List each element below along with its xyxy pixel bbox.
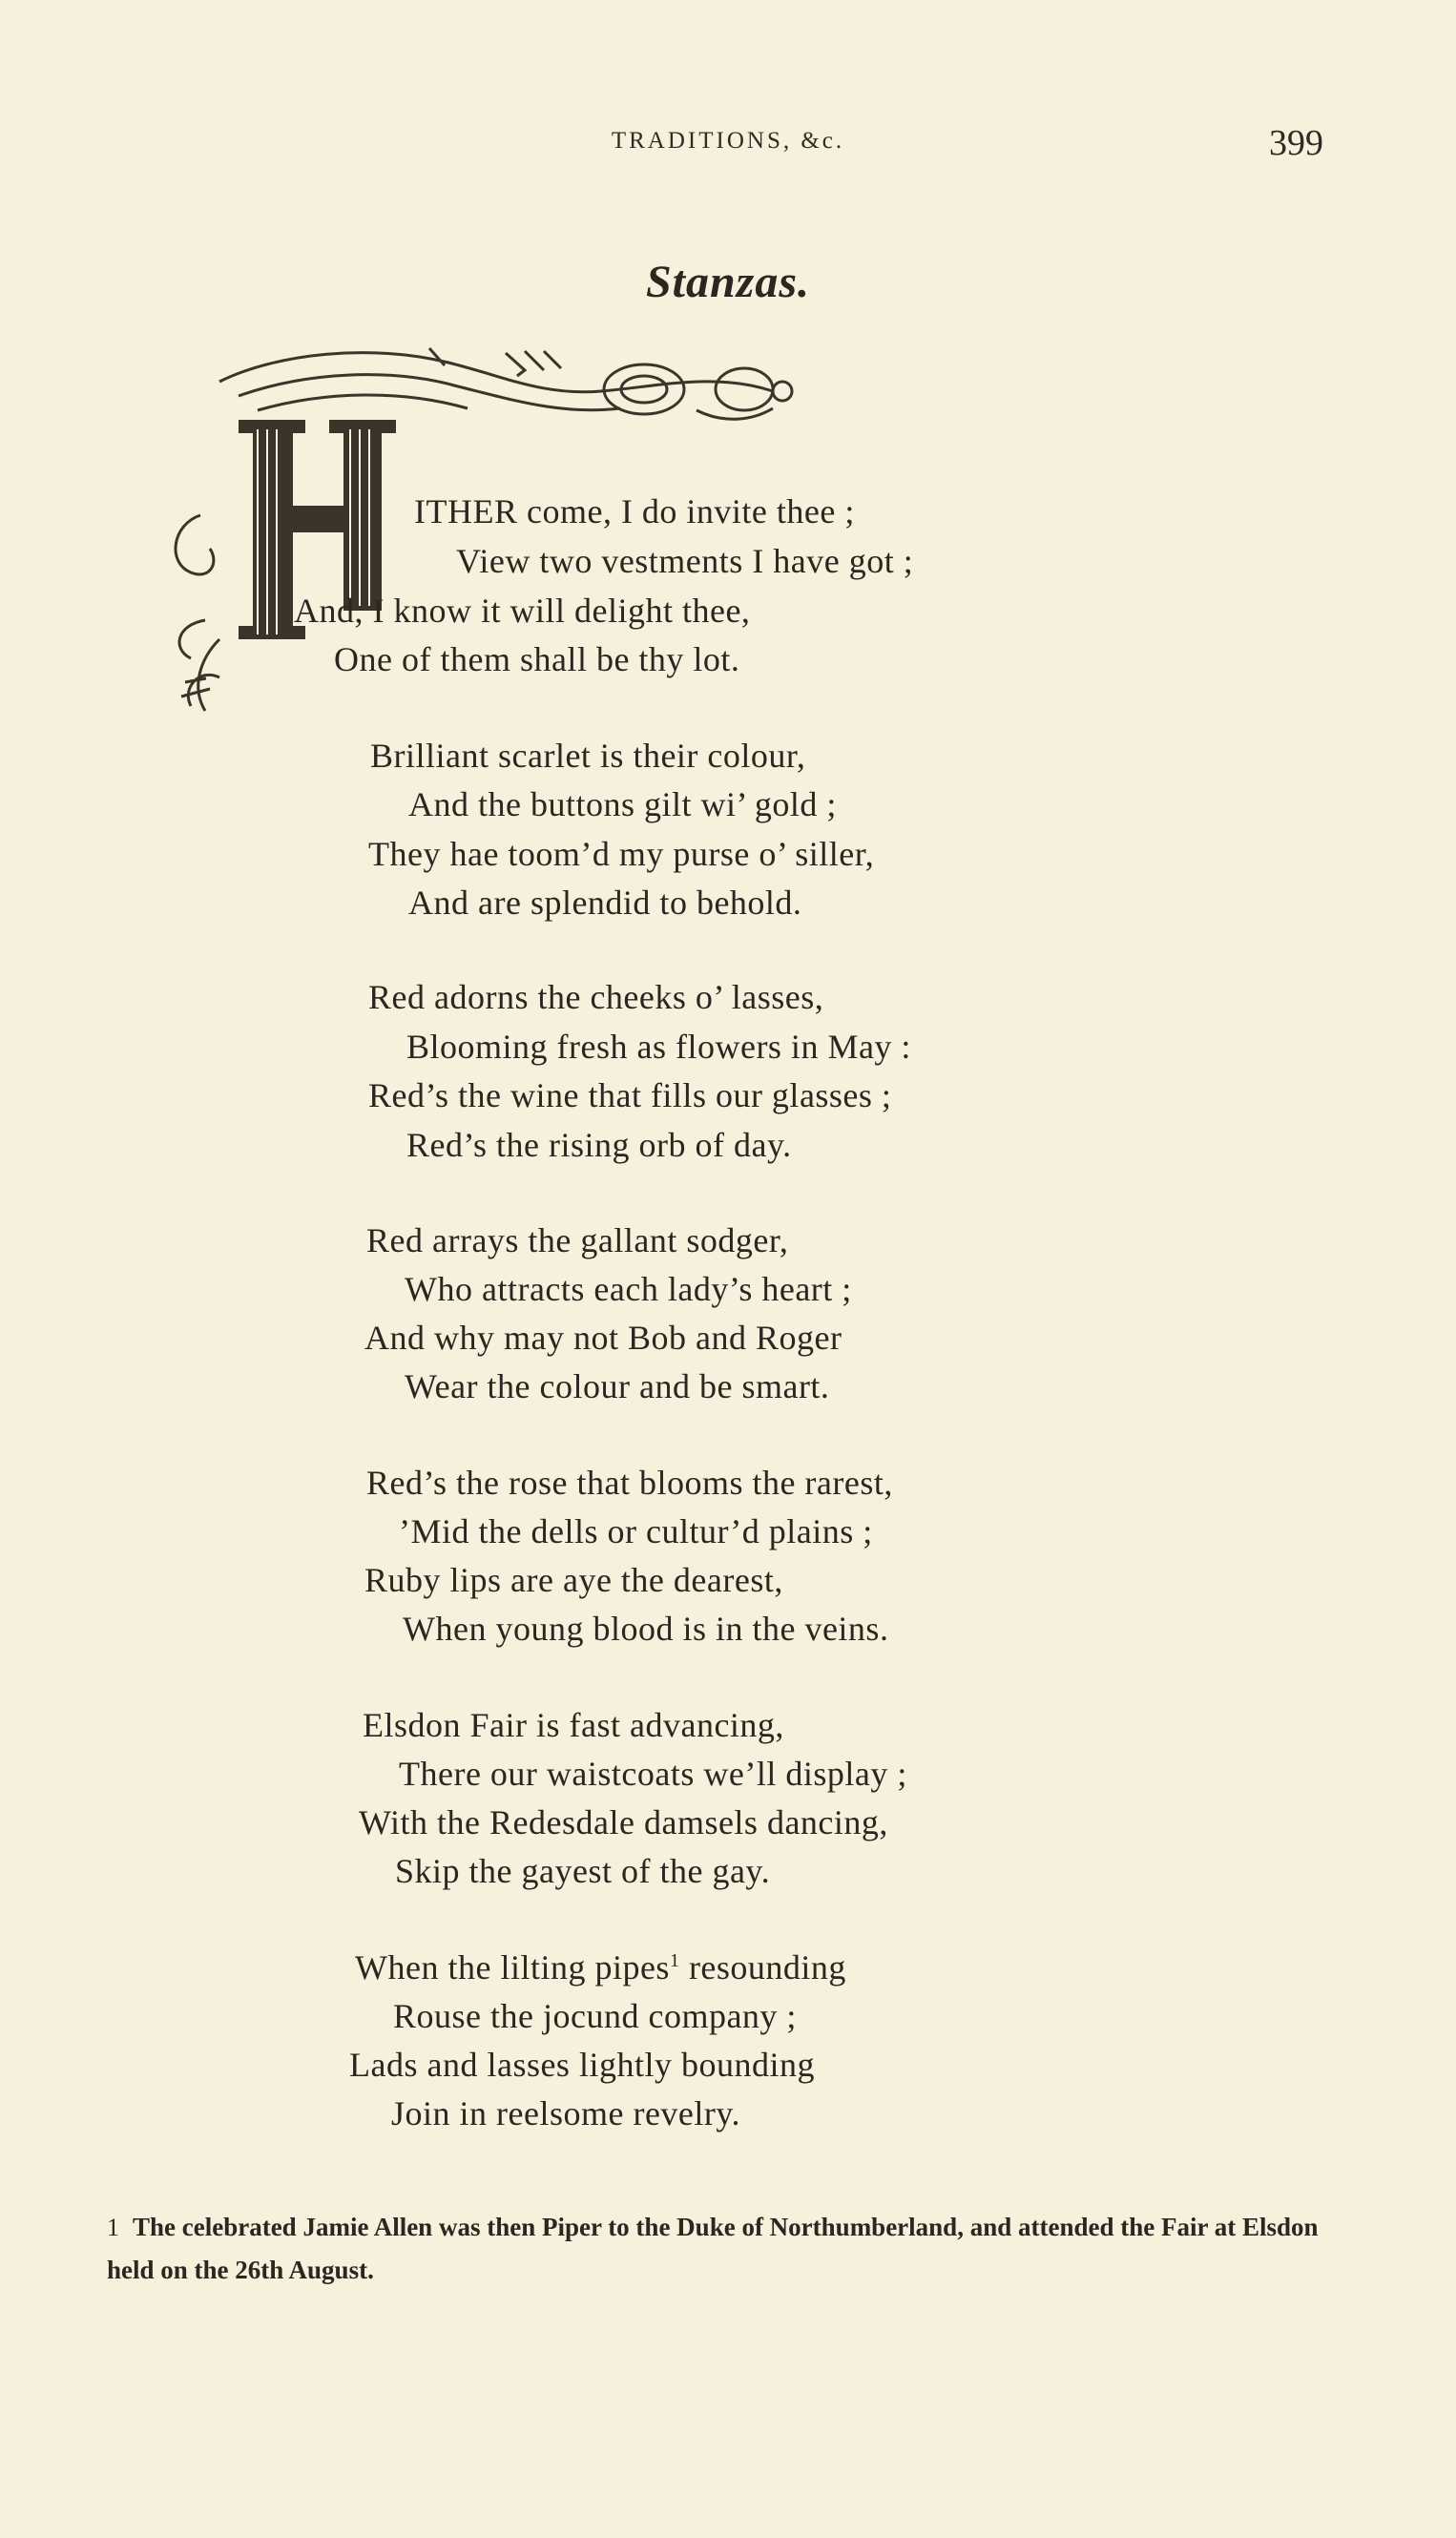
poem-line: One of them shall be thy lot.: [334, 640, 740, 678]
poem-line: Red adorns the cheeks o’ lasses,: [368, 978, 824, 1016]
poem-line: Join in reelsome revelry.: [391, 2094, 741, 2132]
poem-line: With the Redesdale damsels dancing,: [359, 1803, 888, 1841]
poem-line: Red’s the rose that blooms the rarest,: [366, 1464, 893, 1502]
poem-line: They hae toom’d my purse o’ siller,: [368, 835, 875, 873]
poem-line: Ruby lips are aye the dearest,: [364, 1561, 783, 1599]
poem-line: ’Mid the dells or cultur’d plains ;: [399, 1512, 873, 1550]
footnote: [107, 2206, 1319, 2291]
poem-line: [355, 1948, 846, 1987]
poem-line: Red’s the rising orb of day.: [406, 1126, 792, 1164]
poem-line: Red arrays the gallant sodger,: [366, 1221, 789, 1259]
footnote-reference[interactable]: 1: [669, 1950, 680, 1971]
poem-line: Red’s the wine that fills our glasses ;: [368, 1076, 892, 1114]
page-number: 399: [1269, 123, 1323, 163]
poem-line: And, I know it will delight thee,: [294, 592, 751, 630]
running-title: TRADITIONS, &c.: [611, 128, 845, 154]
poem-line: And the buttons gilt wi’ gold ;: [408, 785, 837, 823]
footnote-mark: 1: [107, 2214, 119, 2241]
poem-line: ITHER come, I do invite thee ;: [414, 492, 855, 530]
poem-line: Blooming fresh as flowers in May :: [406, 1028, 911, 1066]
poem-line: Rouse the jocund company ;: [393, 1997, 797, 2035]
poem-line: Lads and lasses lightly bounding: [349, 2046, 815, 2084]
poem-line-text: When the lilting pipes: [355, 1948, 670, 1987]
poem-line: Brilliant scarlet is their colour,: [370, 737, 806, 775]
poem-line: There our waistcoats we’ll display ;: [399, 1755, 907, 1793]
poem-line: Wear the colour and be smart.: [405, 1367, 830, 1405]
poem-line: When young blood is in the veins.: [403, 1610, 889, 1648]
poem-line-text: resounding: [679, 1948, 846, 1987]
poem-line: View two vestments I have got ;: [456, 542, 914, 580]
poem-title: Stanzas.: [645, 257, 811, 307]
poem-line: Who attracts each lady’s heart ;: [405, 1270, 852, 1308]
footnote-text: The celebrated Jamie Allen was then Piper to the Duke of Northumberland, and attended the Fair at Elsdon held on the 26th August.: [107, 2213, 1319, 2284]
poem-line: And why may not Bob and Roger: [364, 1319, 842, 1357]
poem-line: And are splendid to behold.: [408, 884, 802, 922]
poem-line: Elsdon Fair is fast advancing,: [363, 1706, 784, 1744]
poem-line: Skip the gayest of the gay.: [395, 1852, 771, 1890]
